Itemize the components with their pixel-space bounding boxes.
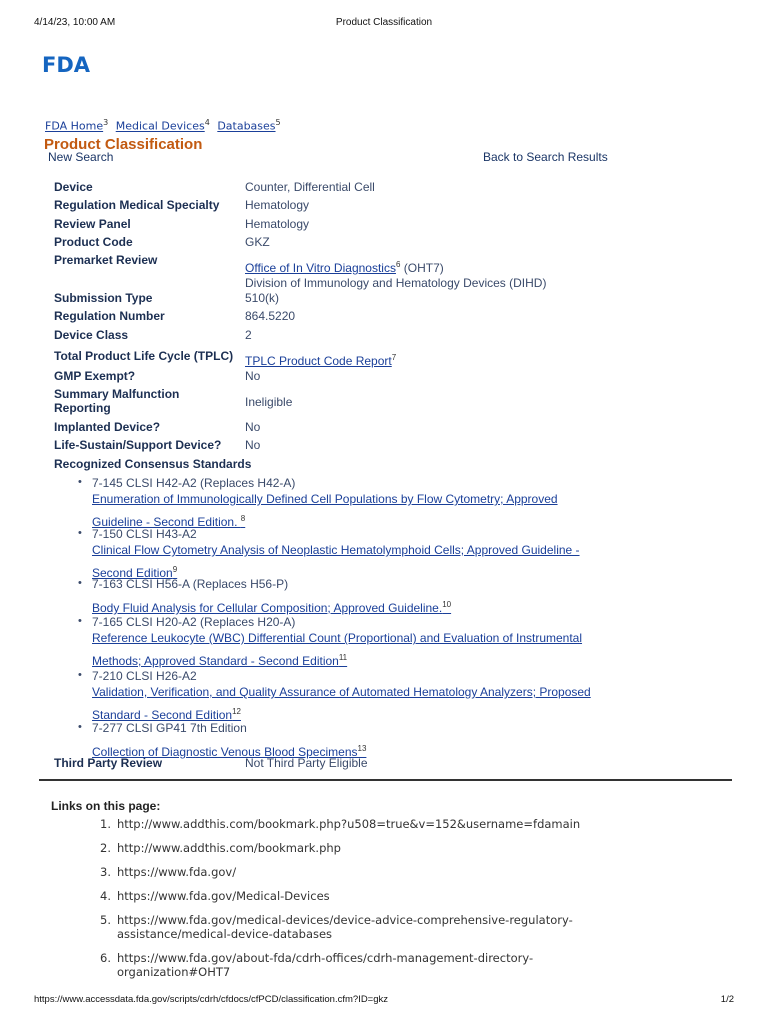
standard-title-line1: Body Fluid Analysis for Cellular Composition; Approved Guideline.	[92, 601, 443, 615]
standard-link[interactable]	[92, 683, 638, 725]
link-url[interactable]: http://www.addthis.com/bookmark.php?u508=true&v=152&username=fdamain	[117, 817, 581, 831]
link-number: 1.	[100, 817, 111, 831]
tplc-value	[245, 350, 396, 369]
link-url[interactable]	[117, 913, 573, 941]
footnote-ref: 6	[395, 260, 401, 269]
device-label: Device	[54, 180, 93, 194]
print-timestamp: 4/14/23, 10:00 AM	[34, 17, 116, 28]
third-party-label: Third Party Review	[54, 756, 163, 770]
standard-item	[78, 527, 638, 580]
link-item	[100, 817, 660, 831]
print-header	[34, 17, 734, 31]
standard-item	[78, 721, 638, 757]
life-sustain-value: No	[245, 438, 261, 452]
fda-logo-text: FDA	[42, 53, 91, 75]
standards-list	[78, 476, 638, 757]
link-item	[100, 889, 660, 903]
product-code-value: GKZ	[245, 235, 270, 249]
footnote-ref: 9	[172, 565, 178, 574]
new-search-link[interactable]: New Search	[48, 150, 114, 164]
standard-title-line2: Guideline - Second Edition.	[92, 515, 241, 529]
detail-table	[54, 180, 614, 460]
standard-title-line2: Standard - Second Edition	[92, 708, 233, 722]
ivd-office-link[interactable]: Office of In Vitro Diagnostics	[245, 261, 396, 275]
standard-code: • 7-163 CLSI H56-A (Replaces H56-P)	[92, 577, 289, 591]
standard-item	[78, 476, 638, 527]
footnote-ref: 10	[442, 600, 452, 609]
standard-code: • 7-277 CLSI GP41 7th Edition	[92, 721, 247, 735]
premarket-review-value	[245, 257, 546, 291]
link-number: 6.	[100, 951, 111, 965]
section-divider	[39, 779, 732, 781]
standard-title-line2: Second Edition	[92, 566, 173, 580]
link-url[interactable]	[117, 951, 533, 979]
footnote-ref: 13	[357, 744, 367, 753]
product-code-label: Product Code	[54, 235, 133, 249]
standard-code: • 7-150 CLSI H43-A2	[92, 527, 197, 541]
regulation-number-value: 864.5220	[245, 309, 296, 323]
submission-type-value: 510(k)	[245, 291, 280, 305]
standard-title-line1: Enumeration of Immunologically Defined Cell Populations by Flow Cytometry; Approved	[92, 492, 558, 506]
breadcrumb-databases[interactable]: Databases	[217, 119, 276, 133]
link-url[interactable]: http://www.addthis.com/bookmark.php	[117, 841, 341, 855]
standard-item	[78, 669, 638, 721]
standard-link[interactable]	[92, 629, 638, 671]
device-class-label: Device Class	[54, 328, 129, 342]
standard-code: • 7-165 CLSI H20-A2 (Replaces H20-A)	[92, 615, 296, 629]
implanted-label: Implanted Device?	[54, 420, 161, 434]
print-url: https://www.accessdata.fda.gov/scripts/cdrh/cfdocs/cfPCD/classification.cfm?ID=gkz	[34, 994, 389, 1005]
link-url-line2: organization#OHT7	[117, 965, 231, 979]
standard-code: • 7-145 CLSI H42-A2 (Replaces H42-A)	[92, 476, 296, 490]
gmp-exempt-value: No	[245, 369, 261, 383]
back-to-results-link[interactable]: Back to Search Results	[483, 150, 608, 164]
breadcrumb-ref: 5	[275, 118, 281, 127]
device-class-value: 2	[245, 328, 252, 342]
footnote-ref: 11	[338, 653, 348, 662]
link-url-line1: https://www.fda.gov/about-fda/cdrh-offices/cdrh-management-directory-	[117, 951, 534, 965]
print-title: Product Classification	[335, 17, 433, 28]
link-item	[100, 841, 660, 855]
link-url-line1: https://www.fda.gov/medical-devices/device-advice-comprehensive-regulatory-	[117, 913, 573, 927]
review-panel-label: Review Panel	[54, 217, 131, 231]
breadcrumb-ref: 3	[103, 118, 109, 127]
submission-type-label: Submission Type	[54, 291, 153, 305]
standard-item	[78, 615, 638, 669]
links-heading: Links on this page:	[51, 799, 161, 813]
standard-title-line1: Reference Leukocyte (WBC) Differential Count (Proportional) and Evaluation of Instrumental	[92, 631, 583, 645]
link-item	[100, 951, 660, 979]
breadcrumb-medical-devices[interactable]: Medical Devices	[115, 119, 205, 133]
link-number: 2.	[100, 841, 111, 855]
link-url[interactable]: https://www.fda.gov/Medical-Devices	[117, 889, 330, 903]
gmp-exempt-label: GMP Exempt?	[54, 369, 136, 383]
malfunction-reporting-label	[54, 387, 244, 415]
page-number: 1/2	[720, 994, 734, 1005]
link-item	[100, 913, 660, 941]
standard-title-line1: Validation, Verification, and Quality Assurance of Automated Hematology Analyzers; Proposed	[92, 685, 591, 699]
tplc-label: Total Product Life Cycle (TPLC)	[54, 349, 234, 363]
third-party-value: Not Third Party Eligible	[245, 756, 368, 770]
life-sustain-label: Life-Sustain/Support Device?	[54, 438, 222, 452]
link-number: 5.	[100, 913, 111, 927]
malfunction-label-line1: Summary Malfunction	[54, 387, 180, 401]
link-number: 4.	[100, 889, 111, 903]
regulation-number-label: Regulation Number	[54, 309, 165, 323]
implanted-value: No	[245, 420, 261, 434]
premarket-review-label: Premarket Review	[54, 253, 158, 267]
malfunction-label-line2: Reporting	[54, 401, 111, 415]
standard-title-line1: Clinical Flow Cytometry Analysis of Neoplastic Hematolymphoid Cells; Approved Guideline -	[92, 543, 580, 557]
specialty-label: Regulation Medical Specialty	[54, 198, 220, 212]
footnote-ref: 7	[391, 353, 397, 362]
specialty-value: Hematology	[245, 198, 310, 212]
standard-item	[78, 577, 638, 615]
breadcrumb-fda-home[interactable]: FDA Home	[45, 119, 104, 133]
device-value: Counter, Differential Cell	[245, 180, 375, 194]
footnote-ref: 8	[240, 514, 246, 523]
breadcrumb-ref: 4	[204, 118, 210, 127]
link-url-line2: assistance/medical-device-databases	[117, 927, 333, 941]
malfunction-reporting-value: Ineligible	[245, 395, 293, 409]
standards-heading: Recognized Consensus Standards	[54, 457, 252, 471]
link-number: 3.	[100, 865, 111, 879]
standard-code: • 7-210 CLSI H26-A2	[92, 669, 197, 683]
division-name: Division of Immunology and Hematology Devices (DIHD)	[245, 276, 547, 290]
standard-title-line1: Collection of Diagnostic Venous Blood Specimens	[92, 745, 358, 759]
footnote-ref: 12	[232, 707, 241, 716]
review-panel-value: Hematology	[245, 217, 310, 231]
oht-code: (OHT7)	[400, 261, 444, 275]
standard-title-line2: Methods; Approved Standard - Second Edition	[92, 654, 339, 668]
fda-logo[interactable]	[42, 53, 92, 75]
breadcrumb	[45, 118, 285, 133]
page-title: Product Classification	[44, 136, 203, 153]
tplc-report-link[interactable]: TPLC Product Code Report	[245, 354, 392, 368]
links-list	[100, 817, 660, 989]
print-footer	[34, 994, 734, 1005]
link-url[interactable]: https://www.fda.gov/	[117, 865, 237, 879]
link-item	[100, 865, 660, 879]
standard-link[interactable]	[92, 490, 638, 532]
